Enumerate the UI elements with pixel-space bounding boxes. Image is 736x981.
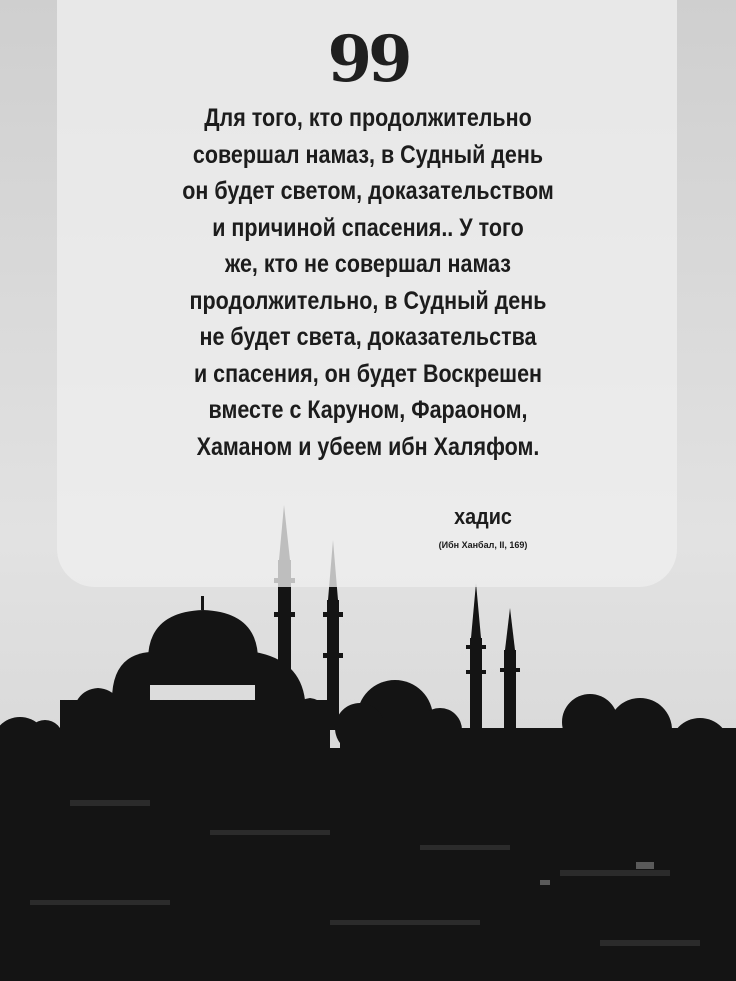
quote-line: и спасения, он будет Воскрешен — [193, 359, 543, 388]
quote-line: он будет светом, доказательством — [182, 177, 554, 205]
quote-line: не будет света, доказательства — [199, 323, 537, 351]
quote-line: же, кто не совершал намаз — [224, 250, 511, 278]
source-reference: (Ибн Ханбал, II, 169) — [438, 540, 528, 550]
quote-line: Для того, кто продолжительно — [204, 104, 532, 132]
quote-line: Хаманом и убеем ибн Халяфом. — [196, 432, 540, 461]
quote-text — [129, 100, 607, 465]
quote-mark-icon: 99 — [327, 22, 409, 97]
quote-line: совершал намаз, в Судный день — [192, 140, 544, 169]
quote-line: и причиной спасения.. У того — [212, 213, 524, 242]
quote-line: продолжительно, в Судный день — [189, 286, 547, 315]
source-title: хадис — [454, 504, 512, 529]
quote-line: вместе с Каруном, Фараоном, — [208, 396, 528, 424]
